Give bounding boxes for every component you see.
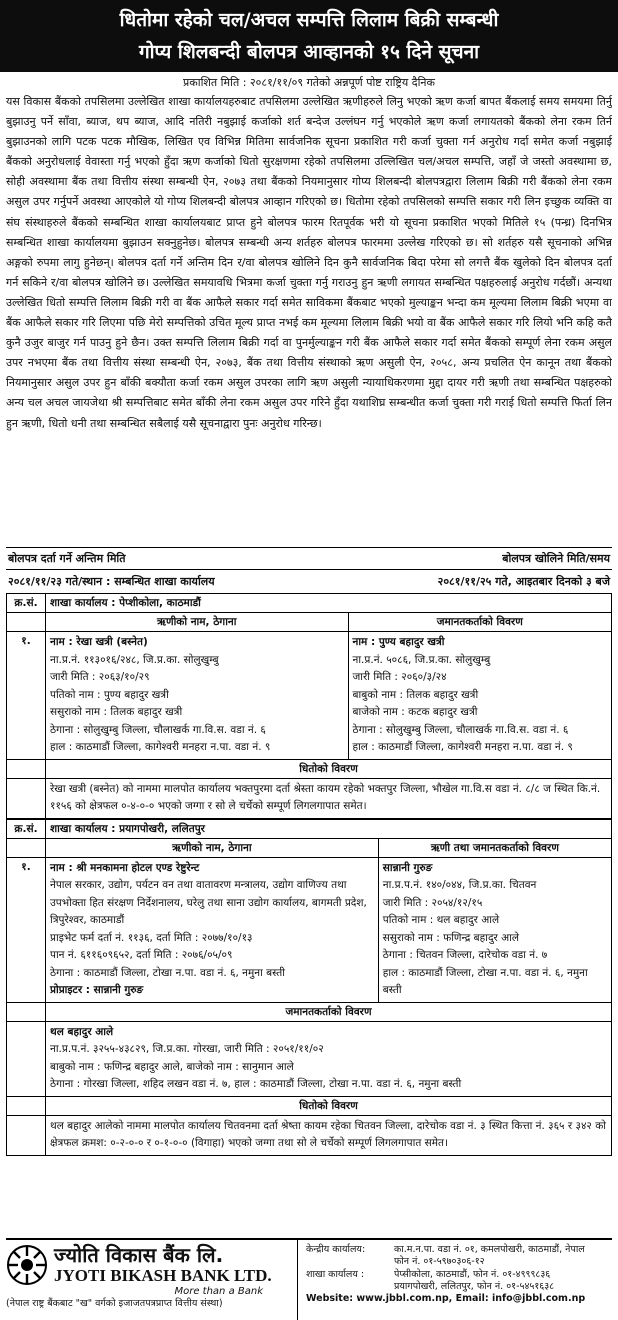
bank-contact — [297, 1240, 612, 1320]
guarantor-line: नाम : पुण्य बहादुर खत्री — [352, 636, 445, 648]
dates-values — [6, 570, 612, 593]
row-sn: १. — [7, 632, 46, 760]
branch-title: शाखा कार्यालय : पेप्शीकोला, काठमाडौं — [46, 594, 612, 613]
borrower-line: ना.प्र.नं. ११३०१६/२४८, जि.प्र.का. सोलुखुम्बु — [50, 653, 219, 666]
central-office-address: का.म.न.पा. वडा नं. ०१, कमलपोखरी, काठमाडौं, नेपाल — [394, 1244, 585, 1255]
borrower-details — [46, 857, 379, 1002]
bank-tagline: More than a Bank — [174, 1286, 263, 1297]
guarantor-line: जारी मिति : २०५४/१२/१५ — [382, 896, 483, 909]
guarantor-line: ठेगाना : सोलुखुम्बु जिल्ला, चौलाखर्क गा.वि.स. वडा नं. ६ — [352, 723, 569, 736]
notice-body: यस विकास बैंकको तपसिलमा उल्लेखित शाखा कार्यालयहरुबाट तपसिलमा उल्लेखित ऋणीहरुले लिनु भएको ऋण कर्जा बापत बैंकलाई समय समयमा तिर्नु बुझाउनु पर्ने साँवा, ब्याज, थप ब्याज, आदि नतिरी नबुझाई कर्जाको शर्त बन्देज उल्लंघन गर्नु भएकोले ऋण कर्जा लगायतको बैंकको लेना रकम तिर्न बुझाउनको लागि पटक पटक मौखिक, लिखित एव विभिन्न मितिमा सार्वजनिक सूचना प्रकाशित गरी कर्जा चुक्ता गर्न अनुरोध गर्दा समेत कर्जा नबुझाई बैंकको अनुरोधलाई वेवास्ता गर्नु भएको हुँदा ऋण कर्जाको धितो सुरक्षणमा रहेको तपसिलमा उल्लिखित चल/अचल सम्पत्ति, जहाँ जे जस्तो अवस्थामा छ, सोही अवस्थामा बैंक तथा वित्तीय संस्था सम्बन्धी ऐन, २०७३ तथा बैंकको नियमानुसार गोप्य शिलबन्दी बोलपत्रद्वारा लिलाम बिक्री गरी बैंकको लेना रकम असुल उपर गर्नुपर्ने अवस्था आएकोले यो गोप्य शिलबन्दी बोलपत्र आव्हान गरिएको छ। धितोमा रहेको तपसिलको सम्पत्ति सकार गरी लिन इच्छुक व्यक्ति वा संघ संस्थाहरुले बैंकको सम्बन्धित शाखा कार्यालयबाट प्राप्त हुने बोलपत्र फारम रितपूर्वक भरी यो सूचना प्रकाशित भएको मितिले १५ (पन्ध्र) दिनभित्र सम्बन्धित शाखा कार्यालयमा बुझाउन सक्नुहुनेछ। बोलपत्र सम्बन्धी अन्य शर्तहरु बोलपत्र फारममा उल्लेख गरिएको छ। सो शर्तहरु यसै सूचनाको अभिन्न अङ्गको रुपमा लागु हुनेछन्। बोलपत्र दर्ता गर्ने अन्तिम दिन र/वा बोलपत्र खोलिने दिन कुनै सार्वजनिक बिदा परेमा सो लगत्तै बैंक खुलेको दिन बोलपत्र दर्ता गर्न सकिने र/वा बोलपत्र खोलिने छ। उल्लेखित समयावधि भित्रमा कर्जा चुक्ता गर्नु गराउनु हुन ऋणी लगायत सम्बन्धित पक्षहरुलाई अनुरोध गर्दछौं। अन्यथा उल्लेखित धितो सम्पत्ति लिलाम बिक्री गरी वा बैंक आफैले सकार गर्दा समेत साविकमा बैंकबाट भएको मुल्याङ्कन भन्दा कम मूल्यमा लिलाम बिक्री भएमा वा बैंक आफैले सकार गरि लिएमा पछि मेरो सम्पत्तिको उचित मूल्य प्राप्त नभई कम मूल्यमा लिलाम बिक्री भयो वा बैंक आफैले सकार गरि लियो भनि कहि कतै कुनै उजुर बाजुर गर्न पाउनु हुने छैन। उक्त सम्पत्ति लिलाम बिक्री गर्दा वा पुनर्मुल्याङ्कन गरी बैंक आफैले सकार गर्दा समेत बैंकको सम्पूर्ण लेना रकम असुल उपर नभएमा बैंक तथा वित्तीय संस्था सम्बन्धी ऐन, २०७३, बैंक तथा वित्तीय संस्थाको ऋण असुली ऐन, २०५८, अन्य प्रचलित ऐन कानून तथा बैंकको नियमानुसार असुल उपर हुन बाँकी बक्यौता कर्जा रकम असुल उपरका लागि ऋण असुली न्यायाधिकरणमा मुद्दा दायर गरी ऋणी तथा सम्बन्धित पक्षहरुको अन्य चल अचल जायजेथा श्री सम्पत्तिबाट समेत बाँकी लेना रकम असुल उपर गरिने हुँदा यथाशिघ्र सम्बन्धीत कर्जा चुक्ता गरी गराई धितो सम्पत्ति फिर्ता लिन हुन ऋणी, धितो धनी तथा सम्बन्धित सबैलाई यसै सूचनाद्वारा पुनः अनुरोध गरिन्छ। — [6, 95, 612, 430]
central-office-phone: फोन नं. ०१-५९७०३०६-१२ — [394, 1256, 485, 1268]
guarantor-col-head: ऋणी तथा जमानतकर्ताको विवरण — [378, 838, 611, 857]
collateral-head: धितोको विवरण — [46, 759, 612, 778]
bank-name-english: JYOTI BIKASH BANK LTD. — [54, 1266, 272, 1285]
borrower-line: प्राइभेट फर्म दर्ता नं. ११३६, दर्ता मिति : २०७७/१०/१३ — [50, 931, 253, 944]
bank-logo-icon — [6, 1244, 48, 1286]
bank-licence: (नेपाल राष्ट्र बैंकबाट "ख" वर्गको इजाजतपत्रप्राप्त वित्तीय संस्था) — [6, 1298, 223, 1309]
borrower-line: पतिको नाम : पुण्य बहादुर खत्री — [50, 688, 169, 701]
bank-website: Website: www.jbbl.com.np, Email: info@jbbl.com.np — [306, 1293, 586, 1305]
banner-title-line1: धितोमा रहेको चल/अचल सम्पत्ति लिलाम बिक्री सम्बन्धी — [119, 9, 499, 31]
sn-header: क्र.सं. — [7, 819, 46, 838]
guarantor-line: बाबुको नाम : तिलक बहादुर खत्री — [352, 688, 479, 701]
bank-footer — [6, 1238, 612, 1320]
table-prayagpokhari — [6, 819, 612, 1156]
guarantor-line: ठेगाना : चितवन जिल्ला, दारेचोक वडा नं. ७ — [382, 949, 548, 961]
second-guarantor-line: ठेगाना : गोरखा जिल्ला, शहिद लखन वडा नं. ७, हाल : काठमाडौं जिल्ला, टोखा न.पा. वडा नं. ६, नमुना बस्ती — [50, 1078, 462, 1090]
borrower-line: पान नं. ६११६०९६५२, दर्ता मिति : २०७६/०५/०९ — [50, 949, 233, 961]
bank-logo-block — [6, 1240, 291, 1320]
banner-title-line2: गोप्य शिलबन्दी बोलपत्र आव्हानको १५ दिने सूचना — [138, 41, 480, 63]
branch-office-2: प्रयागपोखरी, ललितपुर, फोन नं. ०१-५४५१६३८ — [394, 1280, 555, 1292]
branch-office-label: शाखा कार्यालय : — [306, 1268, 365, 1280]
sn-header: क्र.सं. — [7, 594, 46, 613]
guarantor-details — [378, 857, 611, 1002]
second-guarantor-details — [46, 1021, 612, 1096]
central-office-label: केन्द्रीय कार्यालय: — [306, 1244, 366, 1255]
deadline-label: बोलपत्र दर्ता गर्ने अन्तिम मिति — [8, 552, 126, 565]
borrower-col-head: ऋणीको नाम, ठेगाना — [46, 613, 349, 632]
guarantor-line: ना.प्र.नं. ५०८६, जि.प्र.का. सोलुखुम्बु — [352, 653, 491, 666]
guarantor-col-head: जमानतकर्ताको विवरण — [348, 613, 612, 632]
borrower-details — [46, 632, 349, 760]
guarantor-line: हाल : काठमाडौं जिल्ला, कागेश्वरी मनहरा न.पा. वडा नं. ९ — [352, 741, 573, 753]
bank-name-nepali: ज्योति विकास बैंक लि. — [54, 1243, 224, 1267]
dates-header — [6, 547, 612, 570]
opening-label: बोलपत्र खोलिने मिति/समय — [502, 552, 610, 565]
table-pepsicola — [6, 593, 612, 819]
proprietor-line: प्रोप्राइटर : सान्नानी गुरुङ — [50, 984, 144, 996]
opening-value: २०८१/११/२५ गते, आइतबार दिनको ३ बजे — [437, 575, 610, 588]
collateral-text: थल बहादुर आलेको नाममा मालपोत कार्यालय चितवनमा दर्ता श्रेष्ता कायम रहेका चितवन जिल्ला, दारेचोक वडा नं. ३ स्थित कित्ता नं. ३६५ र ३४२ को क्षेत्रफल क्रमश: ०-२-०-० र ०-१-०-० (विगाहा) भएको जग्गा तथा सो ले चर्चेको सम्पूर्ण लिगलगापात समेत। — [46, 1115, 612, 1155]
borrower-line: जारी मिति : २०६३/१०/२९ — [50, 671, 150, 683]
borrower-line: नेपाल सरकार, उद्योग, पर्यटन वन तथा वातावरण मन्त्रालय, उद्योग वाणिज्य तथा उपभोक्ता हित संरक्षण निर्देशनालय, घरेलु तथा साना उद्योग कार्यालय, बागमती प्रदेश, त्रिपुरेश्वर, काठमाडौं — [50, 879, 367, 926]
notice-banner — [0, 0, 618, 72]
row-sn: १. — [7, 857, 46, 1002]
second-guarantor-line: बाबुको नाम : फणिन्द्र बहादुर आले, बाजेको नाम : सानुमान आले — [50, 1060, 294, 1073]
borrower-title: नाम : श्री मनकामना होटल एण्ड रेष्टुरेन्ट — [50, 861, 200, 874]
second-guarantor-line: ना.प्र.प.नं. ३२५५-४३८२९, जि.प्र.का. गोरखा, जारी मिति : २०५१/११/०२ — [50, 1043, 324, 1055]
guarantor-line: जारी मिति : २०६०/३/२४ — [352, 671, 447, 683]
borrower-line: नाम : रेखा खत्री (बस्नेत) — [50, 636, 148, 648]
borrower-line: ठेगाना : सोलुखुम्बु जिल्ला, चौलाखर्क गा.वि.स. वडा नं. ६ — [50, 723, 266, 736]
borrower-line: हाल : काठमाडौं जिल्ला, कागेश्वरी मनहरा न.पा. वडा नं. ९ — [50, 741, 271, 753]
published-date: प्रकाशित मिति : २०८१/११/०९ गतेको अन्नपूर्ण पोष्ट राष्ट्रिय दैनिक — [183, 76, 435, 89]
deadline-value: २०८१/११/२३ गते/स्थान : सम्बन्धित शाखा कार्यालय — [8, 575, 215, 588]
guarantor-line: बाजेको नाम : कटक बहादुर खत्री — [352, 706, 478, 718]
branch-office-1: पेप्सीकोला, काठमाडौं, फोन नं. ०१-४९९९८३६ — [394, 1268, 551, 1280]
guarantor-line: ना.प्र.प.नं. १४०/०४४, जि.प्र.का. चितवन — [382, 879, 537, 891]
guarantor-line: हाल : काठमाडौं जिल्ला, टोखा न.पा. वडा नं. ६, नमुना बस्ती — [382, 966, 588, 996]
branch-title: शाखा कार्यालय : प्रयागपोखरी, ललितपुर — [46, 819, 612, 838]
borrower-line: ठेगाना : काठमाडौं जिल्ला, टोखा न.पा. वडा नं. ६, नमुना बस्ती — [50, 966, 285, 979]
collateral-text: रेखा खत्री (बस्नेत) को नाममा मालपोत कार्यालय भक्तपुरमा दर्ता श्रेस्ता कायम रहेको भक्तपुर जिल्ला, भौखेल गा.वि.स वडा नं. ८/८ ज स्थित कि.नं. ११५६ को क्षेत्रफल ०-४-०-० भएको जग्गा र सो ले चर्चेको सम्पूर्ण लिगलगापात समेत। — [46, 778, 612, 818]
borrower-col-head: ऋणीको नाम, ठेगाना — [46, 838, 379, 857]
guarantor-details — [348, 632, 612, 760]
second-guarantor-title: थल बहादुर आले — [50, 1025, 114, 1038]
guarantor-title: सान्नानी गुरुङ — [382, 861, 433, 874]
guarantor-line: ससुराको नाम : फणिन्द्र बहादुर आले — [382, 931, 520, 944]
borrower-line: ससुराको नाम : तिलक बहादुर खत्री — [50, 706, 183, 718]
collateral-head: धितोको विवरण — [46, 1096, 612, 1115]
guarantor-section-head: जमानतकर्ताको विवरण — [46, 1002, 612, 1021]
guarantor-line: पतिको नाम : थल बहादुर आले — [382, 914, 500, 926]
